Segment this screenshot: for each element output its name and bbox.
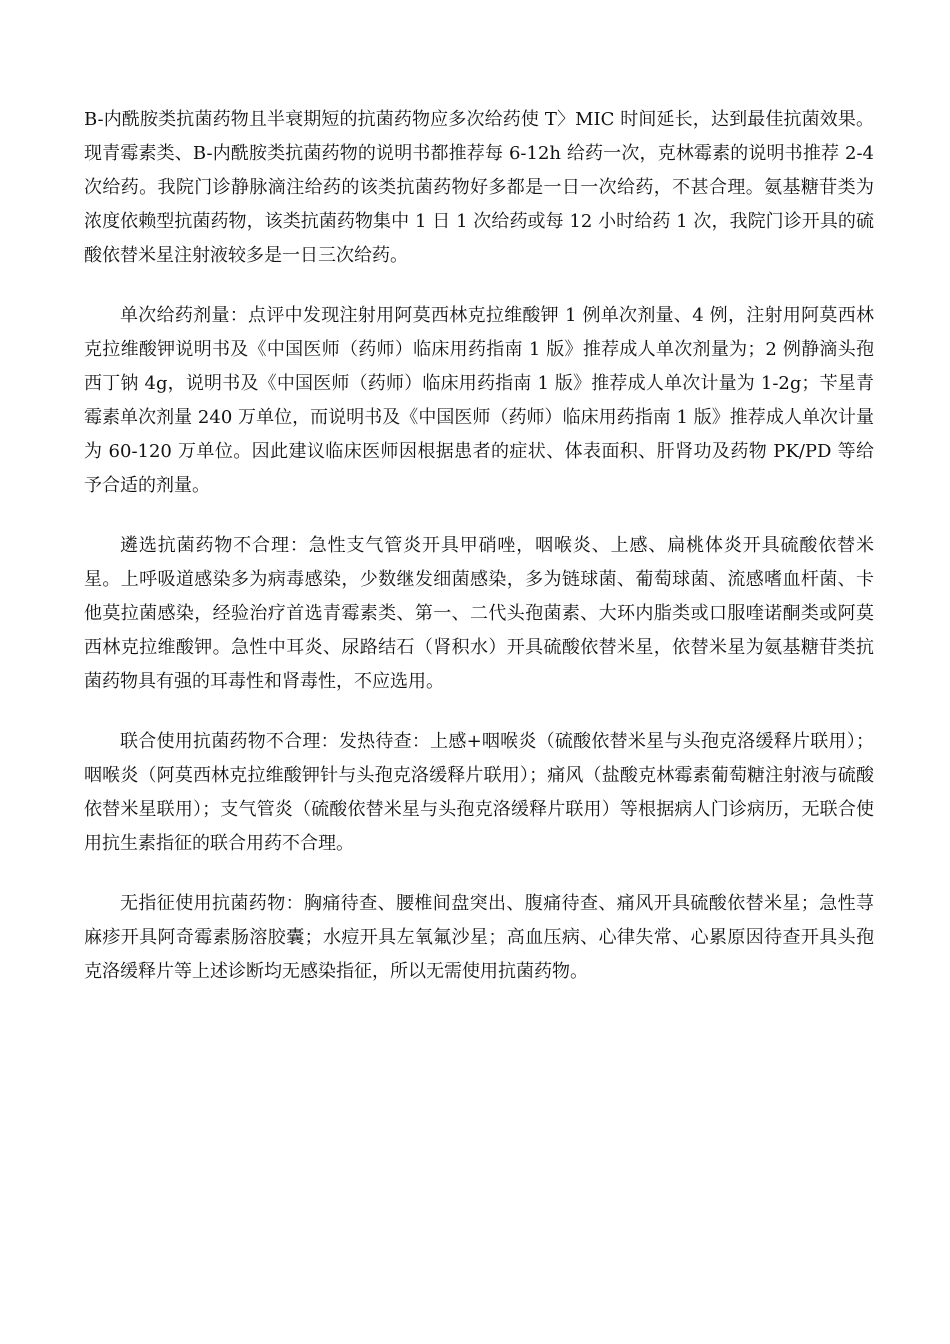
- paragraph-single-dose: 单次给药剂量：点评中发现注射用阿莫西林克拉维酸钾 1 例单次剂量、4 例，注射用阿莫西林克拉维酸钾说明书及《中国医师（药师）临床用药指南 1 版》推荐成人单次剂量为；2 例静滴头孢西丁钠 4g，说明书及《中国医师（药师）临床用药指南 1 版》推荐成人单次计量为 1-2g；苄星青霉素单次剂量 240 万单位，而说明书及《中国医师（药师）临床用药指南 1 版》推荐成人单次计量为 60-120 万单位。因此建议临床医师因根据患者的症状、体表面积、肝肾功及药物 PK/PD 等给予合适的剂量。: [84, 305, 874, 496]
- paragraph-dosing-frequency: B-内酰胺类抗菌药物且半衰期短的抗菌药物应多次给药使 T〉MIC 时间延长，达到最佳抗菌效果。现青霉素类、B-内酰胺类抗菌药物的说明书都推荐每 6-12h 给药一次，克林霉素的说明书推荐 2-4 次给药。我院门诊静脉滴注给药的该类抗菌药物好多都是一日一次给药，不甚合理。氨基糖苷类为浓度依赖型抗菌药物，该类抗菌药物集中 1 日 1 次给药或每 12 小时给药 1 次，我院门诊开具的硫酸依替米星注射液较多是一日三次给药。: [84, 109, 874, 266]
- paragraph-drug-selection: 遴选抗菌药物不合理：急性支气管炎开具甲硝唑，咽喉炎、上感、扁桃体炎开具硫酸依替米星。上呼吸道感染多为病毒感染，少数继发细菌感染，多为链球菌、葡萄球菌、流感嗜血杆菌、卡他莫拉菌感染，经验治疗首选青霉素类、第一、二代头孢菌素、大环内脂类或口服喹诺酮类或阿莫西林克拉维酸钾。急性中耳炎、尿路结石（肾积水）开具硫酸依替米星，依替米星为氨基糖苷类抗菌药物具有强的耳毒性和肾毒性，不应选用。: [84, 535, 874, 692]
- document-body: [84, 103, 874, 1015]
- paragraph-no-indication: 无指征使用抗菌药物：胸痛待查、腰椎间盘突出、腹痛待查、痛风开具硫酸依替米星；急性荨麻疹开具阿奇霉素肠溶胶囊；水痘开具左氧氟沙星；高血压病、心律失常、心累原因待查开具头孢克洛缓释片等上述诊断均无感染指征，所以无需使用抗菌药物。: [84, 893, 874, 982]
- paragraph-combination-use: 联合使用抗菌药物不合理：发热待查：上感+咽喉炎（硫酸依替米星与头孢克洛缓释片联用）；咽喉炎（阿莫西林克拉维酸钾针与头孢克洛缓释片联用）；痛风（盐酸克林霉素葡萄糖注射液与硫酸依替米星联用）；支气管炎（硫酸依替米星与头孢克洛缓释片联用）等根据病人门诊病历，无联合使用抗生素指征的联合用药不合理。: [84, 731, 874, 854]
